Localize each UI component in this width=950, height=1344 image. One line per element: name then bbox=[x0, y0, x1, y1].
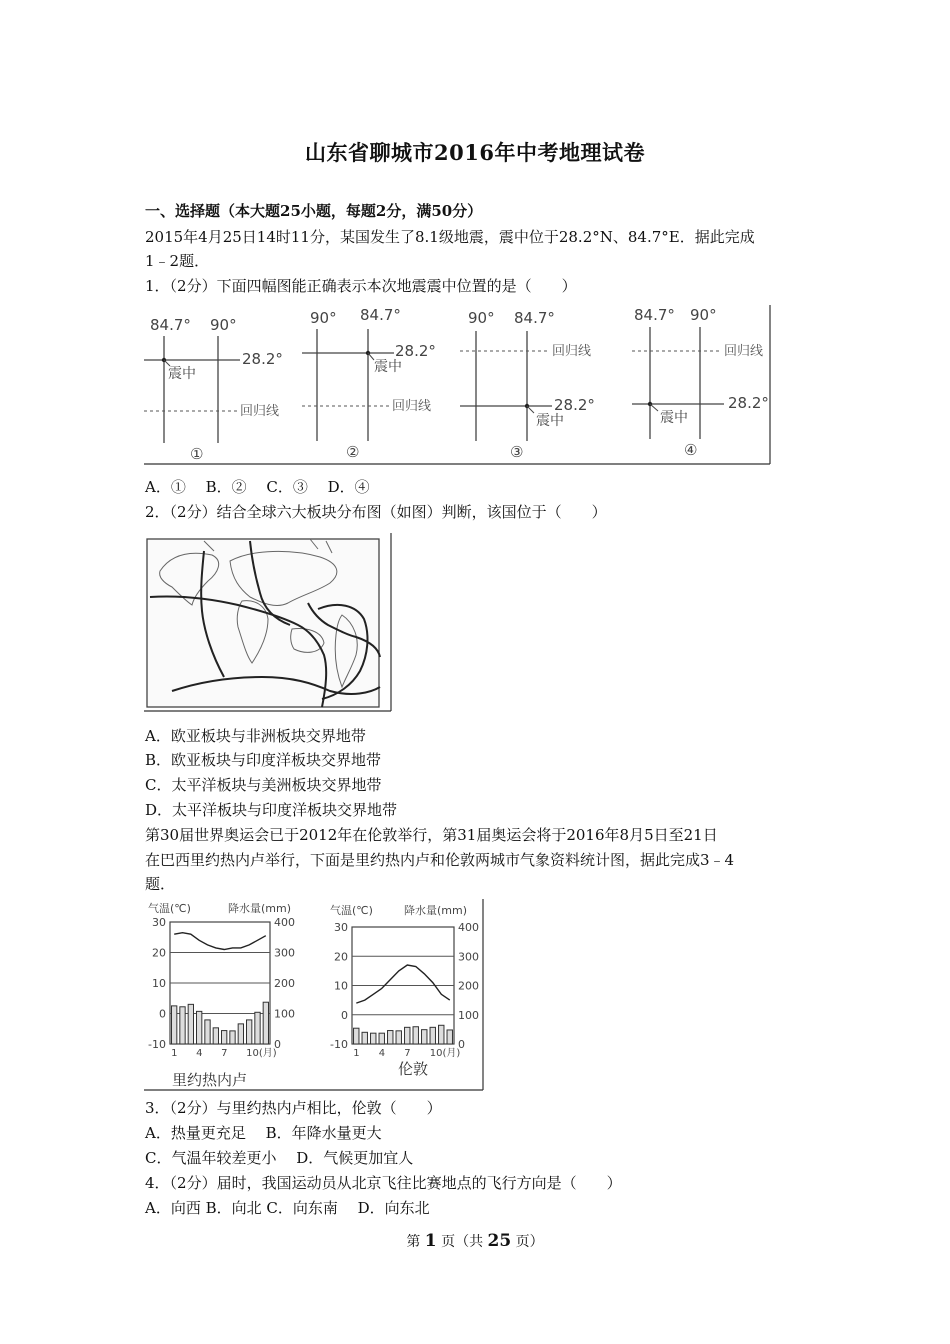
question-3-stem: 3．（2分）与里约热内卢相比，伦敦（ ） bbox=[145, 1099, 442, 1117]
precip-bar bbox=[247, 1020, 252, 1044]
precip-bar bbox=[172, 1006, 177, 1044]
precip-bar bbox=[188, 1004, 193, 1044]
tropic-label: 回归线 bbox=[552, 344, 592, 359]
temperature-line bbox=[356, 965, 450, 1003]
temp-axis-label: 气温(℃) bbox=[148, 902, 191, 915]
question-1-stem: 1．（2分）下面四幅图能正确表示本次地震震中位置的是（ ） bbox=[145, 277, 577, 295]
question-1-figure bbox=[142, 303, 774, 468]
precip-bar bbox=[379, 1033, 384, 1044]
temperature-line bbox=[174, 933, 266, 950]
temp-tick-label: 30 bbox=[334, 921, 348, 934]
page-title: 山东省聊城市2016年中考地理试卷 bbox=[305, 140, 645, 165]
tropic-label: 回归线 bbox=[240, 404, 280, 419]
tropic-label: 回归线 bbox=[724, 344, 764, 359]
temp-tick-label: 0 bbox=[341, 1008, 348, 1022]
precip-bar bbox=[362, 1032, 367, 1044]
precip-axis-label: 降水量(mm) bbox=[404, 904, 468, 917]
epicenter-label: 震中 bbox=[536, 413, 564, 429]
precip-bar bbox=[413, 1027, 418, 1044]
month-tick-label: 7 bbox=[404, 1048, 411, 1059]
temp-tick-label: -10 bbox=[330, 1038, 348, 1051]
chart-rio bbox=[148, 901, 295, 1089]
precip-bar bbox=[213, 1028, 218, 1044]
lon-label: 84.7° bbox=[634, 306, 675, 324]
precip-bar bbox=[222, 1031, 227, 1044]
month-tick-label: 10(月) bbox=[429, 1048, 461, 1059]
footer-middle: 页（共 bbox=[441, 1234, 484, 1250]
intro-text-line: 第30届世界奥运会已于2012年在伦敦举行，第31届奥运会将于2016年8月5日至21日 bbox=[145, 826, 718, 844]
precip-bar bbox=[263, 1002, 268, 1044]
precip-bar bbox=[205, 1020, 210, 1044]
precip-bar bbox=[371, 1033, 376, 1044]
plate-map bbox=[142, 531, 394, 714]
precip-tick-label: 200 bbox=[458, 979, 479, 993]
precip-axis-label: 降水量(mm) bbox=[228, 902, 292, 915]
panel-3 bbox=[460, 309, 595, 461]
temp-axis-label: 气温(℃) bbox=[330, 904, 373, 917]
temp-tick-label: -10 bbox=[148, 1038, 166, 1051]
lon-label: 90° bbox=[468, 309, 495, 327]
climate-charts bbox=[142, 897, 486, 1093]
precip-bar bbox=[197, 1011, 202, 1044]
panel-number: ③ bbox=[510, 443, 524, 461]
question-2-option: D．太平洋板块与印度洋板块交界地带 bbox=[145, 801, 398, 819]
question-2-stem: 2．（2分）结合全球六大板块分布图（如图）判断，该国位于（ ） bbox=[145, 503, 607, 521]
panel-number: ② bbox=[346, 443, 360, 461]
intro-text-line: 在巴西里约热内卢举行，下面是里约热内卢和伦敦两城市气象资料统计图，据此完成3﹣4 bbox=[145, 851, 735, 869]
month-tick-label: 1 bbox=[353, 1048, 360, 1059]
question-1-options: A．① B．② C．③ D．④ bbox=[145, 478, 370, 496]
precip-bar bbox=[230, 1031, 235, 1044]
intro-text-line: 2015年4月25日14时11分，某国发生了8.1级地震，震中位于28.2°N、84.7°E．据此完成 bbox=[145, 228, 755, 246]
precip-bar bbox=[180, 1007, 185, 1044]
precip-bar bbox=[447, 1030, 452, 1044]
temp-tick-label: 10 bbox=[334, 979, 348, 993]
lat-label: 28.2° bbox=[395, 342, 436, 360]
lon-label: 90° bbox=[690, 306, 717, 324]
section-heading: 一、选择题（本大题25小题，每题2分，满50分） bbox=[145, 202, 483, 220]
question-4-options: A．向西 B．向北 C．向东南 D．向东北 bbox=[145, 1199, 430, 1217]
intro-text-line: 题． bbox=[145, 875, 176, 893]
footer-total-pages: 25 bbox=[487, 1231, 512, 1251]
epicenter-label: 震中 bbox=[660, 410, 688, 426]
precip-bar bbox=[405, 1027, 410, 1044]
precip-bar bbox=[430, 1027, 435, 1044]
precip-bar bbox=[354, 1028, 359, 1044]
question-4-stem: 4．（2分）届时，我国运动员从北京飞往比赛地点的飞行方向是（ ） bbox=[145, 1174, 622, 1192]
precip-bar bbox=[255, 1012, 260, 1044]
precip-bar bbox=[396, 1031, 401, 1044]
question-2-option: A．欧亚板块与非洲板块交界地带 bbox=[145, 727, 366, 745]
lon-label: 90° bbox=[310, 309, 337, 327]
precip-tick-label: 300 bbox=[274, 946, 295, 960]
panel-number: ④ bbox=[684, 441, 698, 459]
temp-tick-label: 0 bbox=[159, 1007, 166, 1021]
precip-bar bbox=[388, 1031, 393, 1044]
chart-london bbox=[330, 903, 479, 1078]
precip-bar bbox=[422, 1030, 427, 1044]
tropic-label: 回归线 bbox=[392, 399, 432, 414]
panel-number: ① bbox=[190, 445, 204, 463]
month-tick-label: 10(月) bbox=[246, 1048, 277, 1059]
precip-tick-label: 300 bbox=[458, 950, 479, 964]
temp-tick-label: 30 bbox=[152, 916, 166, 929]
question-2-option: B．欧亚板块与印度洋板块交界地带 bbox=[145, 751, 382, 769]
footer-prefix: 第 bbox=[406, 1234, 421, 1250]
precip-tick-label: 200 bbox=[274, 977, 295, 990]
precip-bar bbox=[439, 1025, 444, 1044]
panel-2 bbox=[302, 306, 436, 461]
lon-label: 84.7° bbox=[150, 316, 191, 334]
epicenter-label: 震中 bbox=[374, 359, 402, 375]
chart-title: 伦敦 bbox=[398, 1060, 429, 1078]
page-footer bbox=[0, 1231, 950, 1251]
question-2-option: C．太平洋板块与美洲板块交界地带 bbox=[145, 776, 382, 794]
month-tick-label: 4 bbox=[378, 1048, 386, 1059]
lat-label: 28.2° bbox=[554, 396, 595, 414]
footer-suffix: 页） bbox=[515, 1234, 544, 1250]
panel-1 bbox=[144, 316, 283, 463]
chart-title: 里约热内卢 bbox=[172, 1071, 248, 1089]
precip-tick-label: 100 bbox=[458, 1008, 479, 1022]
precip-tick-label: 0 bbox=[274, 1038, 281, 1051]
lon-label: 84.7° bbox=[360, 306, 401, 324]
temp-tick-label: 20 bbox=[152, 946, 166, 960]
panel-4 bbox=[632, 306, 769, 459]
month-tick-label: 1 bbox=[171, 1048, 178, 1059]
temp-tick-label: 10 bbox=[152, 977, 166, 990]
lon-label: 90° bbox=[210, 316, 237, 334]
lat-label: 28.2° bbox=[728, 394, 769, 412]
month-tick-label: 7 bbox=[221, 1048, 228, 1059]
precip-tick-label: 400 bbox=[458, 921, 479, 934]
precip-tick-label: 0 bbox=[458, 1038, 465, 1051]
precip-tick-label: 400 bbox=[274, 916, 295, 929]
precip-bar bbox=[238, 1024, 243, 1044]
question-3-option: C．气温年较差更小 D．气候更加宜人 bbox=[145, 1149, 414, 1167]
lon-label: 84.7° bbox=[514, 309, 555, 327]
precip-tick-label: 100 bbox=[274, 1007, 295, 1021]
month-tick-label: 4 bbox=[196, 1048, 203, 1059]
temp-tick-label: 20 bbox=[334, 950, 348, 964]
footer-page-number: 1 bbox=[424, 1231, 437, 1251]
lat-label: 28.2° bbox=[242, 350, 283, 368]
question-3-option: A．热量更充足 B．年降水量更大 bbox=[145, 1124, 382, 1142]
epicenter-label: 震中 bbox=[168, 366, 196, 382]
intro-text-line: 1﹣2题． bbox=[145, 252, 210, 270]
